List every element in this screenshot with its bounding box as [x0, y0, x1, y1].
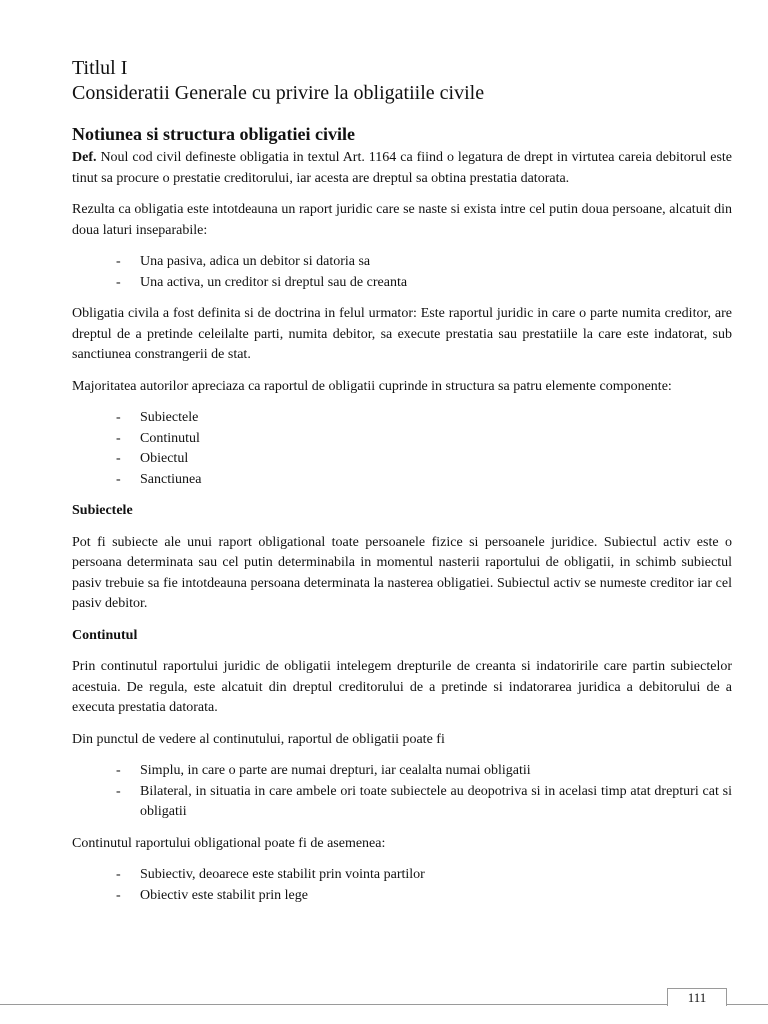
heading-subiectele: Subiectele	[72, 503, 133, 518]
list-subiectiv-obiectiv	[72, 865, 732, 906]
list-item: - Continutul	[116, 429, 732, 450]
paragraph-continutul-3: Continutul raportului obligational poate fi de asemenea:	[72, 835, 386, 851]
list-item: - Subiectiv, deoarece este stabilit prin vointa partilor	[116, 865, 732, 886]
list-laturi	[72, 252, 732, 293]
list-item: - Bilateral, in situatia in care ambele ori toate subiectele au deopotriva si in acelasi timp atat drepturi cat si obligatii	[116, 782, 732, 823]
list-item: - Simplu, in care o parte are numai drepturi, iar cealalta numai obligatii	[116, 761, 732, 782]
definition-paragraph	[72, 148, 732, 189]
list-item: - Una pasiva, adica un debitor si datoria sa	[116, 252, 732, 273]
list-item: - Subiectele	[116, 408, 732, 429]
paragraph-elemente: Majoritatea autorilor apreciaza ca raportul de obligatii cuprinde in structura sa patru elemente componente:	[72, 378, 672, 394]
list-item: - Sanctiunea	[116, 470, 732, 491]
title-line-1: Titlul I	[72, 57, 128, 79]
list-item: - Obiectul	[116, 449, 732, 470]
list-tipuri-raport	[72, 761, 732, 823]
list-item: - Una activa, un creditor si dreptul sau de creanta	[116, 273, 732, 294]
section-title: Notiunea si structura obligatiei civile	[72, 124, 355, 144]
document-body	[72, 148, 732, 917]
list-elemente	[72, 408, 732, 490]
paragraph-subiectele: Pot fi subiecte ale unui raport obligational toate persoanele fizice si persoanele juridice. Subiectul activ este o persoana determinata sau cel putin determinabila in momentul nasterii raportului de obligatii, in schimb subiectul pasiv trebuie sa fie intotdeauna persoana determinata la nasterea obligatiei. Subiectul activ se numeste creditor iar cel pasiv debitor.	[72, 534, 732, 611]
footer-divider	[0, 1004, 768, 1005]
list-item: - Obiectiv este stabilit prin lege	[116, 886, 732, 907]
paragraph-continutul-2: Din punctul de vedere al continutului, raportul de obligatii poate fi	[72, 731, 445, 747]
paragraph-doctrina: Obligatia civila a fost definita si de doctrina in felul urmator: Este raportul juridic in care o parte numita creditor, are dreptul de a pretinde celeilalte parti, numita debitor, sa execute prestatia sau prestatiile la care este indatorat, sub sanctiunea constrangerii de stat.	[72, 306, 732, 362]
paragraph-obligation-raport: Rezulta ca obligatia este intotdeauna un raport juridic care se naste si exista intre cel putin doua persoane, alcatuit din doua laturi inseparabile:	[72, 202, 732, 238]
heading-continutul: Continutul	[72, 627, 138, 643]
definition-text: Noul cod civil defineste obligatia in textul Art. 1164 ca fiind o legatura de drept in virtutea careia debitorul este tinut sa procure o prestatie creditorului, iar acesta are dreptul sa obtina prestatia datorata.	[72, 150, 732, 186]
paragraph-continutul-1: Prin continutul raportului juridic de obligatii intelegem drepturile de creanta si indatoririle care partin subiectelor acestuia. De regula, este alcatuit din dreptul creditorului de a pretinde si indatorarea juridica a debitorului de a executa prestatia datorata.	[72, 659, 732, 715]
definition-label: Def.	[72, 150, 97, 165]
title-line-2: Consideratii Generale cu privire la obligatiile civile	[72, 82, 485, 104]
page-number: 111	[667, 988, 727, 1006]
